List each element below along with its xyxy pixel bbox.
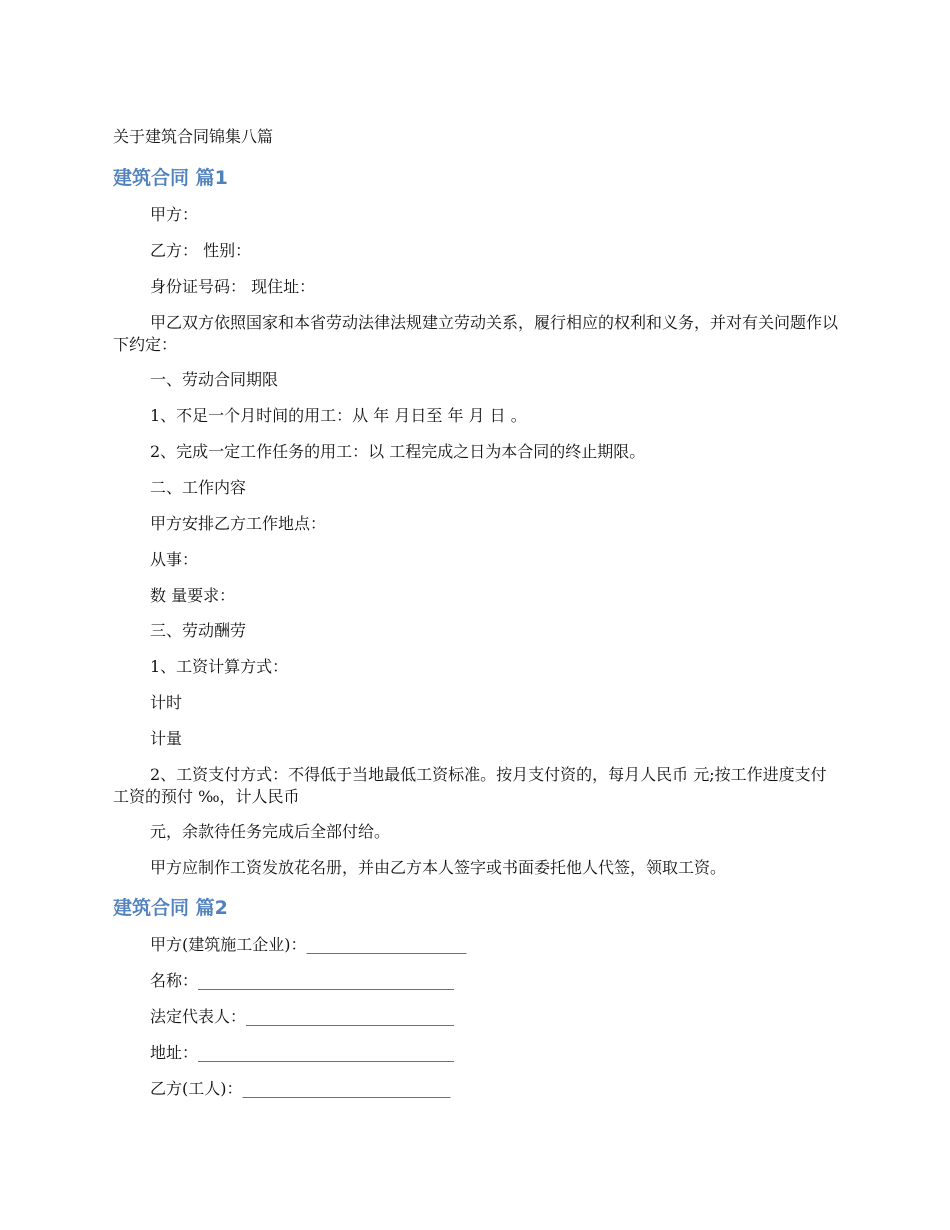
paragraph: 2、工资支付方式：不得低于当地最低工资标准。按月支付资的，每月人民币 元;按工作进度支付工资的预付 ‰，计人民币 bbox=[113, 765, 827, 806]
paragraph: 一、劳动合同期限 bbox=[150, 370, 279, 389]
paragraph: 甲方安排乙方工作地点： bbox=[150, 514, 327, 533]
section-heading-2: 建筑合同 篇2 bbox=[113, 897, 228, 919]
paragraph: 地址：________________________________ bbox=[150, 1043, 455, 1062]
paragraph: 1、不足一个月时间的用工：从 年 月日至 年 月 日 。 bbox=[150, 406, 527, 425]
paragraph: 甲方(建筑施工企业)：____________________ bbox=[150, 935, 467, 954]
paragraph: 2、完成一定工作任务的用工：以 工程完成之日为本合同的终止期限。 bbox=[150, 442, 646, 461]
paragraph: 从事： bbox=[150, 550, 199, 569]
paragraph: 法定代表人：__________________________ bbox=[150, 1007, 455, 1026]
paragraph: 二、工作内容 bbox=[150, 478, 247, 497]
paragraph: 乙方(工人)：__________________________ bbox=[150, 1079, 451, 1098]
paragraph: 身份证号码： 现住址： bbox=[150, 277, 316, 296]
section-heading-1: 建筑合同 篇1 bbox=[113, 167, 228, 189]
paragraph: 三、劳动酬劳 bbox=[150, 621, 247, 640]
document-title: 关于建筑合同锦集八篇 bbox=[113, 127, 274, 146]
paragraph: 甲乙双方依照国家和本省劳动法律法规建立劳动关系，履行相应的权利和义务，并对有关问题作以下约定： bbox=[113, 313, 839, 354]
paragraph: 乙方： 性别： bbox=[150, 241, 252, 260]
paragraph: 数 量要求： bbox=[150, 586, 236, 605]
paragraph: 计量 bbox=[150, 729, 183, 748]
paragraph: 1、工资计算方式： bbox=[150, 657, 289, 676]
paragraph: 甲方应制作工资发放花名册，并由乙方本人签字或书面委托他人代签，领取工资。 bbox=[150, 858, 727, 877]
paragraph: 元，余款待任务完成后全部付给。 bbox=[150, 822, 391, 841]
paragraph: 甲方： bbox=[150, 205, 199, 224]
paragraph: 计时 bbox=[150, 693, 183, 712]
paragraph: 名称：________________________________ bbox=[150, 971, 455, 990]
